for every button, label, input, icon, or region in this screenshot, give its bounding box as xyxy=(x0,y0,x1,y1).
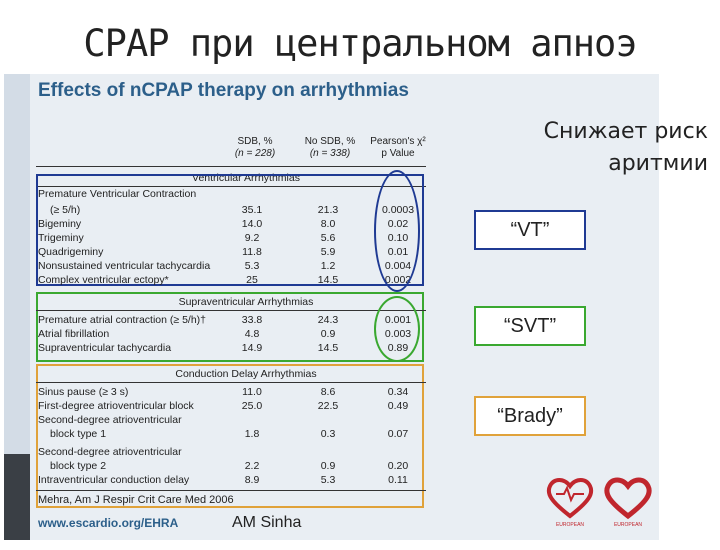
legend-svt: “SVT” xyxy=(474,306,586,346)
left-strip-dark xyxy=(4,454,30,540)
svg-text:EUROPEAN: EUROPEAN xyxy=(613,522,643,528)
legend-brady: “Brady” xyxy=(474,396,586,436)
svg-text:EUROPEAN: EUROPEAN xyxy=(555,522,585,528)
heart-rhythm-logo-icon xyxy=(542,472,598,536)
source-url[interactable]: www.escardio.org/EHRA xyxy=(38,516,179,530)
section-rule xyxy=(36,382,426,383)
esc-logo-icon xyxy=(600,472,656,536)
col-header-sdb: SDB, % (n = 228) xyxy=(234,136,276,159)
figure-heading: Effects of nCPAP therapy on arrhythmias xyxy=(38,80,409,101)
data-table: SDB, % (n = 228) No SDB, % (n = 338) Pearson's χ² p Value Ventricular Arrhythmias Premature Ventricular Contraction (≥ 5/h) 35.1 21.3 0.0003 Bigeminy 14.0 8.0 0.02 Trigeminy 9.2 5.6 0.10 Quadrigeminy 11.8 5.9 0.01 Nonsustained ventricular tachycardia 5.3 1.2 0.004 Complex ventricular ectopy* 25 14.5 0.002 Supraventricular Arrhythmias Premature atrial contraction (≥ 5/h)† 33.8 24.3 0.001 Atrial fibrillation 4.8 0.9 0.003 Supraventricular tachycardia 14.9 14.5 0.89 Conduction Delay Arrhythmias Sinus pause (≥ 3 s) 11.0 8.6 0.34 First-degree atrioventricular block 25.0 22.5 0.49 Second-degree atrioventricular block type 1 1.8 0.3 0.07 Second-degree atrioventricular block type 2 2.2 0.9 0.20 Intraventricular conduction delay 8.9 5.3 0.11 xyxy=(36,130,430,550)
section-title-conduction: Conduction Delay Arrhythmias xyxy=(175,368,317,380)
col-header-p: Pearson's χ² p Value xyxy=(370,136,426,159)
callout-text: Снижает риск аритмии xyxy=(543,119,708,176)
slide-title: CPAP при центральном апноэ xyxy=(83,22,637,65)
section-title-ventricular: Ventricular Arrhythmias xyxy=(192,172,300,184)
ellipse-vt xyxy=(374,170,420,292)
left-strip xyxy=(4,74,30,454)
bottom-rule xyxy=(36,490,426,491)
section-title-supraventricular: Supraventricular Arrhythmias xyxy=(178,296,314,308)
citation: Mehra, Am J Respir Crit Care Med 2006 xyxy=(38,494,234,506)
legend-vt: “VT” xyxy=(474,210,586,250)
author: AM Sinha xyxy=(232,514,302,531)
section-rule xyxy=(36,310,426,311)
ellipse-svt xyxy=(374,296,420,362)
header-rule xyxy=(36,166,426,167)
col-header-no-sdb: No SDB, % (n = 338) xyxy=(304,136,356,159)
